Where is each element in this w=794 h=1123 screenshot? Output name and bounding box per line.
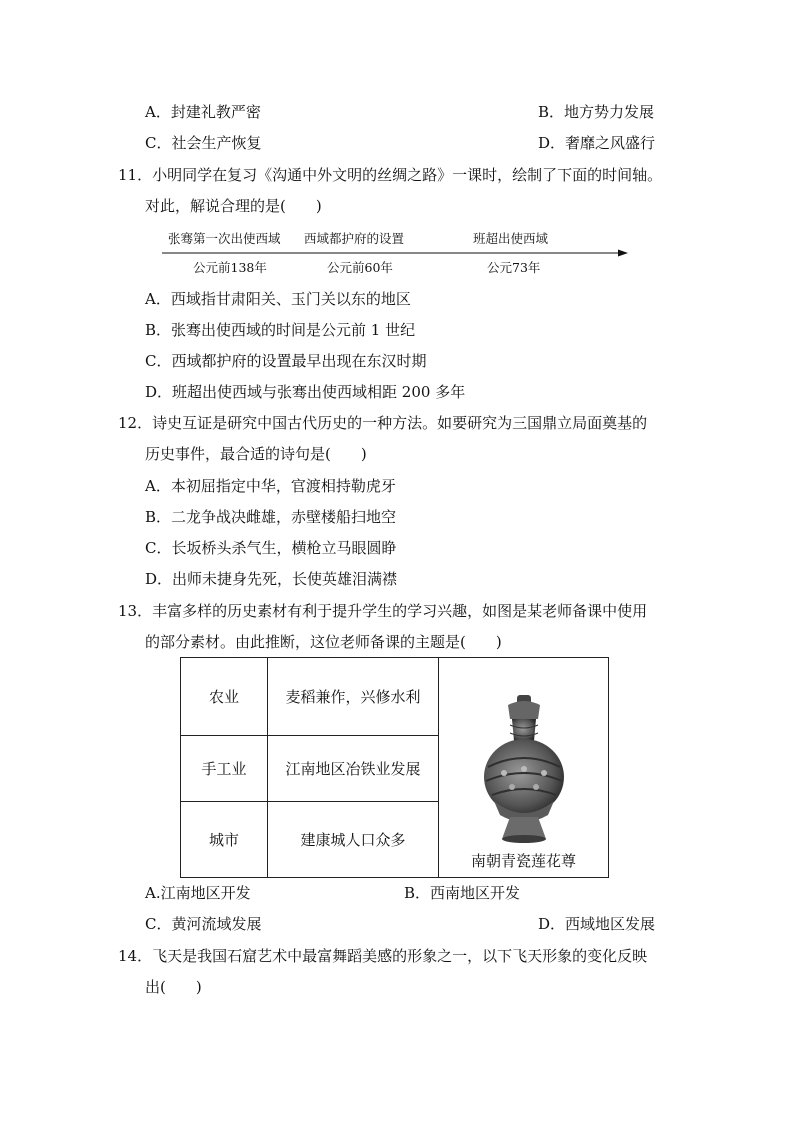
timeline-event-label: 班超出使西域 xyxy=(473,231,549,246)
q13-option-a: A.江南地区开发 xyxy=(145,884,251,902)
timeline-event-date: 公元前138年 xyxy=(193,260,267,275)
vase-caption: 南朝青瓷莲花尊 xyxy=(470,852,576,870)
q14-stem-cont: 出( ) xyxy=(145,978,202,996)
table-cell-category: 城市 xyxy=(181,802,268,878)
table-cell-category: 农业 xyxy=(181,658,268,736)
q11-option-b: B．张骞出使西域的时间是公元前 1 世纪 xyxy=(145,321,416,339)
q12-option-d: D．出师未捷身先死，长使英雄泪满襟 xyxy=(145,570,398,588)
q12-stem-cont: 历史事件，最合适的诗句是( ) xyxy=(145,445,367,463)
q11-stem: 11．小明同学在复习《沟通中外文明的丝绸之路》一课时，绘制了下面的时间轴。 xyxy=(118,166,663,184)
table-cell-content: 江南地区冶铁业发展 xyxy=(268,736,439,802)
q13-option-d: D．西域地区发展 xyxy=(538,915,656,933)
q11-option-c: C．西域都护府的设置最早出现在东汉时期 xyxy=(145,352,427,370)
timeline-event-date: 公元73年 xyxy=(487,260,541,275)
timeline-event-date: 公元前60年 xyxy=(327,260,393,275)
q12-option-c: C．长坂桥头杀气生，横枪立马眼圆睁 xyxy=(145,539,397,557)
timeline-event-label: 西域都护府的设置 xyxy=(304,231,405,246)
table-row xyxy=(181,658,609,736)
q12-option-a: A．本初屈指定中华，官渡相持勒虎牙 xyxy=(145,477,396,495)
q12-stem: 12．诗史互证是研究中国古代历史的一种方法。如要研究为三国鼎立局面奠基的 xyxy=(118,414,648,432)
q10-option-a: A．封建礼教严密 xyxy=(145,103,261,121)
q11-option-d: D．班超出使西域与张骞出使西域相距 200 多年 xyxy=(145,383,466,401)
vase-image-cell xyxy=(439,658,609,878)
q10-option-b: B．地方势力发展 xyxy=(538,103,655,121)
q12-option-b: B．二龙争战决雌雄，赤壁楼船扫地空 xyxy=(145,508,397,526)
q13-stem-cont: 的部分素材。由此推断，这位老师备课的主题是( ) xyxy=(145,633,502,651)
q13-stem: 13．丰富多样的历史素材有利于提升学生的学习兴趣，如图是某老师备课中使用 xyxy=(118,602,648,620)
q14-stem: 14．飞天是我国石窟艺术中最富舞蹈美感的形象之一，以下飞天形象的变化反映 xyxy=(118,947,648,965)
timeline-event-label: 张骞第一次出使西域 xyxy=(168,231,281,246)
table-cell-content: 麦稻兼作，兴修水利 xyxy=(268,658,439,736)
q13-material-table xyxy=(180,657,609,878)
q10-option-c: C．社会生产恢复 xyxy=(145,134,262,152)
lotus-vase-image xyxy=(464,689,584,849)
q13-option-b: B．西南地区开发 xyxy=(404,884,521,902)
table-cell-category: 手工业 xyxy=(181,736,268,802)
q11-stem-cont: 对此，解说合理的是( ) xyxy=(145,197,322,215)
q11-option-a: A．西域指甘肃阳关、玉门关以东的地区 xyxy=(145,290,411,308)
table-cell-content: 建康城人口众多 xyxy=(268,802,439,878)
q10-option-d: D．奢靡之风盛行 xyxy=(538,134,656,152)
q13-option-c: C．黄河流域发展 xyxy=(145,915,262,933)
